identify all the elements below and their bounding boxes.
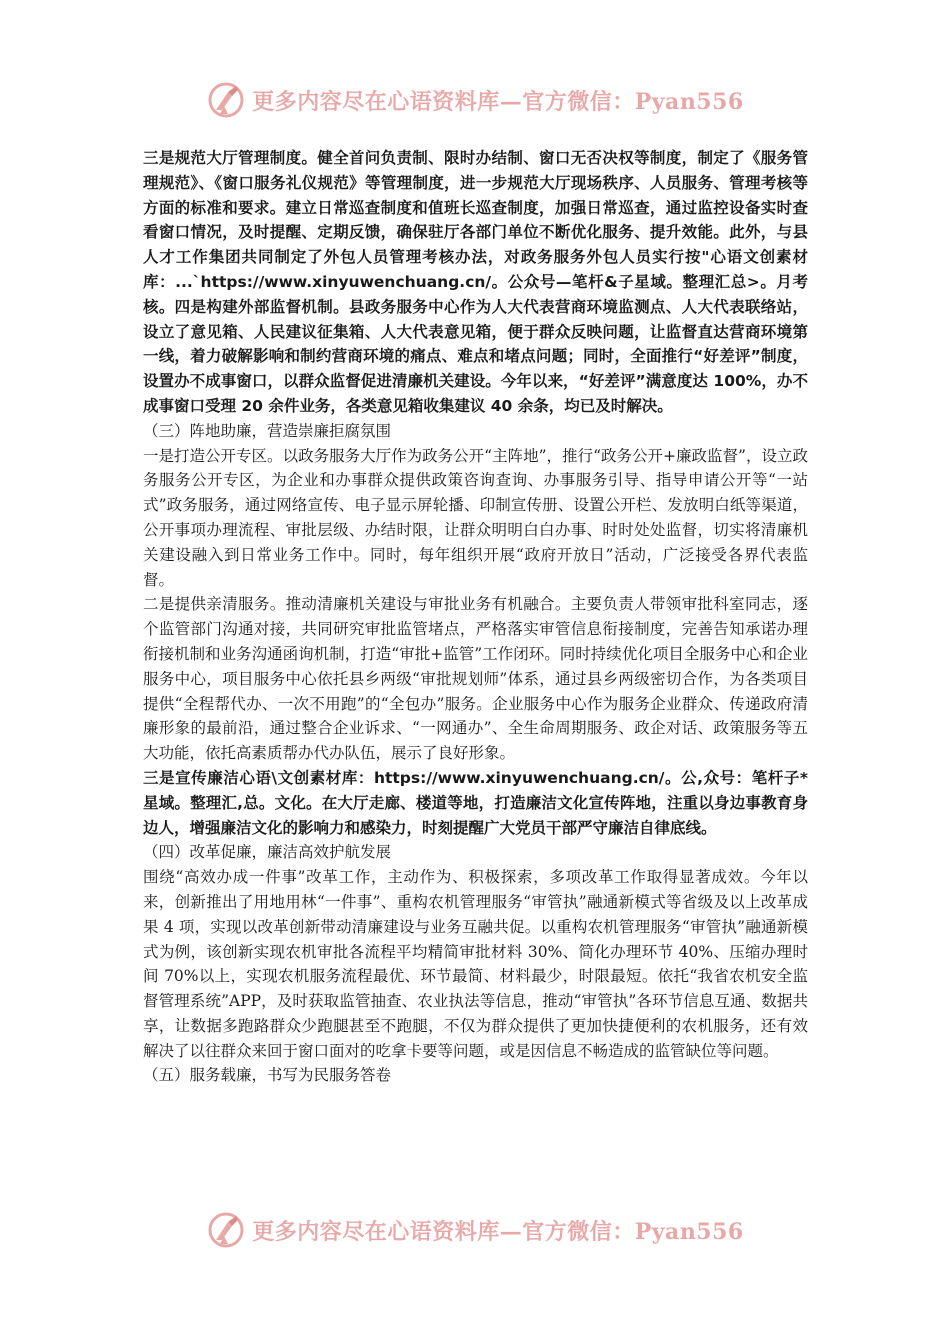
section-heading-3: （三）阵地助廉，营造崇廉拒腐氛围 [143,421,392,440]
banner-text: 更多内容尽在心语资料库—官方微信：Pyan556 [252,1218,744,1245]
paragraph-open-zone: 一是打造公开专区。以政务服务大厅作为政务公开“主阵地”，推行“政务公开+廉政监督”，设立政务服务公开专区，为企业和办事群众提供政策咨询查询、办事服务引导、指导申请公开等“一站式”政务服务，通过网络宣传、电子显示屏轮播、印制宣传册、设置公开栏、发放明白纸等渠道，公开事项办理流程、审批层级、办结时限，让群众明明白白办事、时时处处监督，切实将清廉机关建设融入到日常业务工作中。同时，每年组织开展“政府开放日”活动，广泛接受各界代表监督。 [143,446,808,589]
ribbon-logo-icon [206,80,246,120]
header-banner [0,78,950,122]
paragraph-reform: 围绕“高效办成一件事”改革工作，主动作为、积极探索，多项改革工作取得显著成效。今年以来，创新推出了用地用林“一件事”、重构农机管理服务“审管执”融通新模式等省级及以上改革成果 4 项，实现以改革创新带动清廉建设与业务互融共促。以重构农机管理服务“审管执”融通新模式为例，该创新实现农机审批各流程平均精简审批材料 30%、简化办理环节 40%、压缩办理时间 70%以上，实现农机服务流程最优、环节最简、材料最少，时限最短。依托“我省农机安全监督管理系统”APP，及时获取监管抽查、农业执法等信息，推动“审管执”各环节信息互通、数据共享，让数据多跑路群众少跑腿甚至不跑腿，不仅为群众提供了更加快捷便利的农机服务，还有效解决了以往群众来回于窗口面对的吃拿卡要等问题，或是因信息不畅造成的监管缺位等问题。 [143,868,808,1060]
footer-banner [0,1208,950,1252]
section-heading-5: （五）服务载廉，书写为民服务答卷 [143,1066,392,1085]
paragraph-clean-culture: 三是宣传廉洁心语\文创素材库：https://www.xinyuwenchuang.cn/。公,众号：笔杆子*星域。整理汇,总。文化。在大厅走廊、楼道等地，打造廉洁文化宣传阵地，注重以身边事教育身边人，增强廉洁文化的影响力和感染力，时刻提醒广大党员干部严守廉洁自律底线。 [143,768,808,837]
paragraph-hall-management: 三是规范大厅管理制度。健全首问负责制、限时办结制、窗口无否决权等制度，制定了《服务管理规范》、《窗口服务礼仪规范》等管理制度，进一步规范大厅现场秩序、人员服务、管理考核等方面的标准和要求。建立日常巡查制度和值班长巡查制度，加强日常巡查，通过监控设备实时查看窗口情况，及时提醒、定期反馈，确保驻厅各部门单位不断优化服务、提升效能。此外，与县人才工作集团共同制定了外包人员管理考核办法，对政务服务外包人员实行按"心语文创素材库：...`https://www.xinyuwenchuang.cn/。公众号—笔杆&子星域。整理汇总>。月考核。四是构建外部监督机制。县政务服务中心作为人大代表营商环境监测点、人大代表联络站，设立了意见箱、人民建议征集箱、人大代表意见箱，便于群众反映问题，让监督直达营商环境第一线，着力破解影响和制约营商环境的痛点、难点和堵点问题；同时，全面推行“好差评”制度，设置办不成事窗口，以群众监督促进清廉机关建设。今年以来，“好差评”满意度达 100%，办不成事窗口受理 20 余件业务，各类意见箱收集建议 40 余条，均已及时解决。 [143,149,808,415]
section-heading-4: （四）改革促廉，廉洁高效护航发展 [143,843,392,862]
paragraph-clean-service: 二是提供亲清服务。推动清廉机关建设与审批业务有机融合。主要负责人带领审批科室同志，逐个监管部门沟通对接，共同研究审批监管堵点，严格落实审管信息衔接制度，完善告知承诺办理衔接机制和业务沟通函询机制，打造“审批+监管”工作闭环。同时持续优化项目全服务中心和企业服务中心，项目服务中心依托县乡两级“审批规划师”体系，通过县乡两级密切合作，为各类项目提供“全程帮代办、一次不用跑”的“全包办”服务。企业服务中心作为服务企业群众、传递政府清廉形象的最前沿，通过整合企业诉求、“一网通办”、全生命周期服务、政企对话、政策服务等五大功能，依托高素质帮办代办队伍，展示了良好形象。 [143,595,808,763]
document-body [143,146,808,1088]
banner-text: 更多内容尽在心语资料库—官方微信：Pyan556 [252,88,744,115]
ribbon-logo-icon [206,1210,246,1250]
